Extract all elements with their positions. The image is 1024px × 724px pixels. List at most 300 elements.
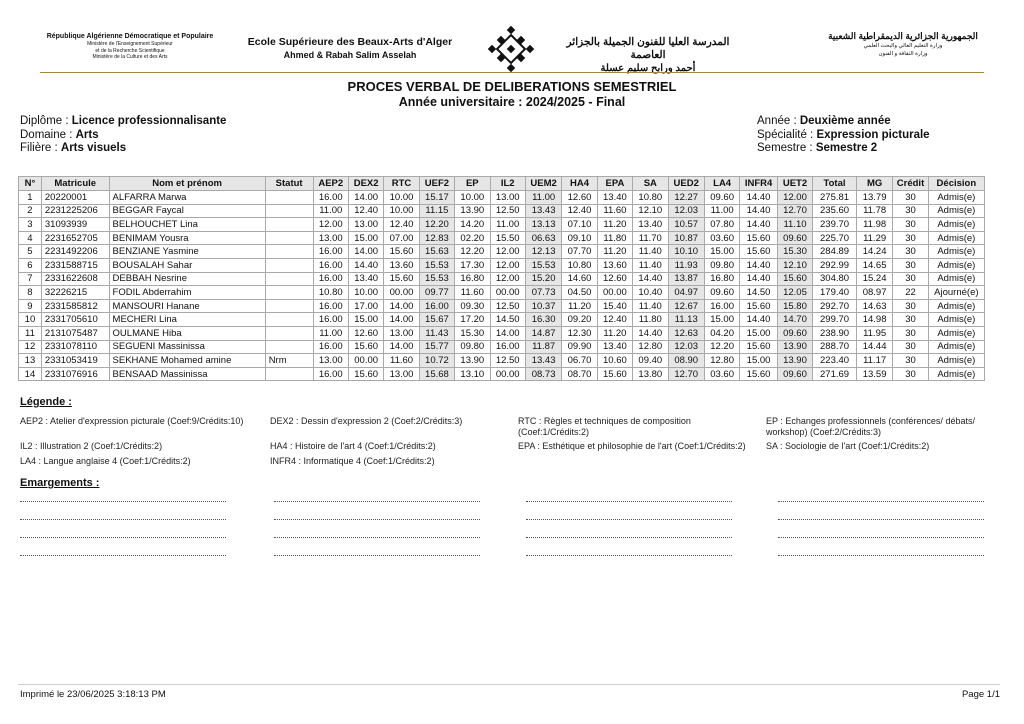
table-cell: 10.00 — [384, 204, 419, 218]
column-header: Matricule — [41, 177, 109, 191]
table-cell: 12.27 — [668, 191, 704, 205]
filiere-value: Arts visuels — [60, 142, 127, 154]
table-cell: 10.00 — [348, 286, 383, 300]
table-cell: 00.00 — [348, 354, 383, 368]
table-cell: 15.60 — [348, 340, 383, 354]
table-row — [19, 340, 985, 354]
table-cell: 16.30 — [525, 313, 561, 327]
table-cell: 10.80 — [562, 258, 597, 272]
column-header: Nom et prénom — [109, 177, 265, 191]
table-cell: 11.00 — [704, 204, 739, 218]
table-cell: 15.00 — [348, 313, 383, 327]
table-cell: 15.00 — [740, 354, 777, 368]
table-cell: 15.67 — [419, 313, 454, 327]
table-cell: 12.05 — [777, 286, 812, 300]
table-cell: 14.40 — [740, 258, 777, 272]
table-cell: 6 — [19, 258, 42, 272]
table-cell: 13.59 — [856, 367, 892, 381]
table-cell — [265, 258, 313, 272]
table-cell: 30 — [893, 272, 928, 286]
table-cell: 2331588715 — [41, 258, 109, 272]
legend-rtc-coef: (Coef:1/Crédits:2) — [518, 427, 590, 437]
table-cell: 15.60 — [740, 245, 777, 259]
column-header: INFR4 — [740, 177, 777, 191]
table-cell: 11.78 — [856, 204, 892, 218]
table-cell: FODIL Abderrahim — [109, 286, 265, 300]
column-header: LA4 — [704, 177, 739, 191]
table-cell: 07.70 — [562, 245, 597, 259]
table-header — [19, 177, 985, 191]
signature-line — [526, 519, 732, 520]
legend-aep2: AEP2 : Atelier d'expression picturale (Coef:9/Crédits:10) — [20, 416, 244, 426]
table-cell: 14.40 — [633, 326, 668, 340]
table-cell: 14.20 — [455, 218, 490, 232]
table-cell — [265, 299, 313, 313]
table-cell: 22 — [893, 286, 928, 300]
table-cell: 14.65 — [856, 258, 892, 272]
table-cell: 304.80 — [813, 272, 857, 286]
table-cell: 10.57 — [668, 218, 704, 232]
table-cell: 13.13 — [525, 218, 561, 232]
domaine-label: Domaine : — [20, 128, 76, 141]
table-cell: MANSOURI Hanane — [109, 299, 265, 313]
table-cell: 16.00 — [313, 299, 348, 313]
table-cell: 11.60 — [597, 204, 632, 218]
school-name-ar — [548, 36, 748, 75]
table-cell: 16.00 — [313, 245, 348, 259]
table-cell: Admis(e) — [928, 340, 984, 354]
table-cell: ALFARRA Marwa — [109, 191, 265, 205]
table-cell: 15.68 — [419, 367, 454, 381]
table-cell: Admis(e) — [928, 272, 984, 286]
table-cell: 14.40 — [740, 218, 777, 232]
table-cell: 16.00 — [313, 258, 348, 272]
ministry-ar-line-2: وزارة الثقافة و الفنون — [878, 51, 928, 57]
table-cell: 02.20 — [455, 231, 490, 245]
table-cell: SEGUENI Massinissa — [109, 340, 265, 354]
table-cell: 10.10 — [668, 245, 704, 259]
table-cell: 15.53 — [419, 258, 454, 272]
table-header-row — [19, 177, 985, 191]
table-cell: 15.00 — [740, 326, 777, 340]
table-cell: 14.40 — [633, 272, 668, 286]
table-cell: 12.60 — [562, 191, 597, 205]
table-cell: 00.00 — [597, 286, 632, 300]
table-cell: 08.97 — [856, 286, 892, 300]
table-cell: 15.24 — [856, 272, 892, 286]
table-body — [19, 191, 985, 381]
table-cell: 30 — [893, 340, 928, 354]
table-cell: DEBBAH Nesrine — [109, 272, 265, 286]
table-cell: 12.40 — [384, 218, 419, 232]
table-cell: 04.50 — [562, 286, 597, 300]
table-cell: 15.80 — [777, 299, 812, 313]
specialite-value: Expression picturale — [816, 128, 930, 141]
table-cell: Admis(e) — [928, 245, 984, 259]
table-cell: 11.40 — [633, 258, 668, 272]
table-cell: 08.90 — [668, 354, 704, 368]
table-cell: 30 — [893, 245, 928, 259]
table-cell: 284.89 — [813, 245, 857, 259]
table-cell: 09.60 — [777, 326, 812, 340]
table-cell: 11.10 — [777, 218, 812, 232]
print-timestamp: Imprimé le 23/06/2025 3:18:13 PM — [20, 689, 166, 700]
table-cell: 11.80 — [633, 313, 668, 327]
table-cell: 14.70 — [777, 313, 812, 327]
table-cell: 12.50 — [490, 299, 525, 313]
table-cell: 30 — [893, 218, 928, 232]
table-cell — [265, 286, 313, 300]
table-cell: 2231492206 — [41, 245, 109, 259]
column-header: Total — [813, 177, 857, 191]
table-cell: 13.00 — [313, 231, 348, 245]
table-row — [19, 326, 985, 340]
table-cell: 223.40 — [813, 354, 857, 368]
table-cell: 13.00 — [490, 191, 525, 205]
table-cell: 11.20 — [562, 299, 597, 313]
column-header: UET2 — [777, 177, 812, 191]
table-cell: 16.80 — [455, 272, 490, 286]
table-cell: 11.17 — [856, 354, 892, 368]
table-cell: 13.60 — [384, 258, 419, 272]
table-cell: 30 — [893, 313, 928, 327]
table-cell: 2131075487 — [41, 326, 109, 340]
table-cell: 15.60 — [777, 272, 812, 286]
table-cell: 14.00 — [348, 191, 383, 205]
table-cell: 11.93 — [668, 258, 704, 272]
table-cell: Nrm — [265, 354, 313, 368]
diplome-label: Diplôme : — [20, 115, 72, 127]
table-cell: 11.40 — [633, 245, 668, 259]
emargements-title: Emargements : — [20, 477, 100, 489]
table-cell: 11.29 — [856, 231, 892, 245]
table-cell: 10.00 — [455, 191, 490, 205]
title-academic-year: Année universitaire : 2024/2025 - Final — [398, 95, 626, 109]
column-header: MG — [856, 177, 892, 191]
table-cell: 14.60 — [562, 272, 597, 286]
table-cell: 14 — [19, 367, 42, 381]
table-cell: 11.43 — [419, 326, 454, 340]
column-header: UED2 — [668, 177, 704, 191]
table-cell: 11.87 — [525, 340, 561, 354]
table-cell: 14.98 — [856, 313, 892, 327]
table-cell: 11 — [19, 326, 42, 340]
ministry-line-3: Ministère de la Culture et des Arts — [92, 54, 168, 60]
table-cell: 12.10 — [633, 204, 668, 218]
signature-line — [778, 537, 984, 538]
table-cell: 09.80 — [455, 340, 490, 354]
table-cell: 13.40 — [597, 340, 632, 354]
table-cell: 15.30 — [777, 245, 812, 259]
table-cell — [265, 191, 313, 205]
table-cell: 15.00 — [704, 245, 739, 259]
legend-ep: EP : Echanges professionnels (conférences/ débats/ — [766, 416, 975, 426]
table-cell: 15.53 — [525, 258, 561, 272]
table-cell: Ajourné(e) — [928, 286, 984, 300]
table-cell: 16.00 — [313, 313, 348, 327]
table-cell: 14.00 — [384, 313, 419, 327]
table-cell: 15.20 — [525, 272, 561, 286]
table-cell: 11.80 — [597, 231, 632, 245]
table-row — [19, 354, 985, 368]
table-cell: 12.67 — [668, 299, 704, 313]
table-cell: 11.00 — [313, 326, 348, 340]
table-cell: 15.60 — [740, 231, 777, 245]
legend-la4: LA4 : Langue anglaise 4 (Coef:1/Crédits:2) — [20, 456, 191, 466]
table-cell: 15.77 — [419, 340, 454, 354]
table-cell: 09.60 — [704, 286, 739, 300]
table-cell: 12.20 — [704, 340, 739, 354]
table-cell: 12.00 — [490, 272, 525, 286]
table-cell: 14.40 — [740, 204, 777, 218]
table-cell: 14.00 — [384, 299, 419, 313]
table-cell: 16.00 — [313, 367, 348, 381]
table-cell: 15.60 — [348, 367, 383, 381]
table-cell: 2331078110 — [41, 340, 109, 354]
semestre-row — [757, 142, 930, 156]
table-cell: 09.40 — [633, 354, 668, 368]
table-cell: 12.70 — [668, 367, 704, 381]
table-cell: 13.00 — [384, 367, 419, 381]
table-cell: BOUSALAH Sahar — [109, 258, 265, 272]
table-cell: 14.40 — [740, 313, 777, 327]
table-cell: 2331053419 — [41, 354, 109, 368]
column-header: RTC — [384, 177, 419, 191]
republic-name: République Algérienne Démocratique et Populaire — [46, 33, 214, 40]
table-cell: 14.40 — [740, 272, 777, 286]
table-cell: 11.00 — [525, 191, 561, 205]
table-cell: 239.70 — [813, 218, 857, 232]
signature-line — [274, 501, 480, 502]
annee-row — [757, 115, 930, 129]
table-row — [19, 299, 985, 313]
column-header: N° — [19, 177, 42, 191]
table-row — [19, 191, 985, 205]
table-cell: 11.00 — [490, 218, 525, 232]
table-cell: 11.15 — [419, 204, 454, 218]
column-header: EPA — [597, 177, 632, 191]
table-cell: 30 — [893, 367, 928, 381]
table-cell: 13.40 — [348, 272, 383, 286]
table-cell: 14.87 — [525, 326, 561, 340]
table-cell: 179.40 — [813, 286, 857, 300]
table-cell: 2231652705 — [41, 231, 109, 245]
deliberation-table — [18, 176, 985, 381]
table-cell: 13.90 — [455, 204, 490, 218]
table-cell: 15.60 — [597, 367, 632, 381]
annee-value: Deuxième année — [799, 115, 891, 127]
table-cell: 288.70 — [813, 340, 857, 354]
table-cell: 12.63 — [668, 326, 704, 340]
signature-line — [778, 501, 984, 502]
table-cell: BELHOUCHET Lina — [109, 218, 265, 232]
table-cell: Admis(e) — [928, 313, 984, 327]
table-cell: 11.20 — [597, 326, 632, 340]
title-main: PROCES VERBAL DE DELIBERATIONS SEMESTRIEL — [347, 79, 677, 94]
specialite-row — [757, 129, 930, 143]
table-cell: 17.00 — [348, 299, 383, 313]
document-title — [0, 79, 1024, 110]
school-name-fr-line1: Ecole Supérieure des Beaux-Arts d'Alger — [247, 36, 453, 48]
signature-line — [20, 519, 226, 520]
legend-rtc: RTC : Règles et techniques de composition — [518, 416, 691, 426]
table-cell: 10.40 — [633, 286, 668, 300]
table-cell: 09.10 — [562, 231, 597, 245]
column-header: UEM2 — [525, 177, 561, 191]
table-cell: 30 — [893, 258, 928, 272]
table-cell: 30 — [893, 204, 928, 218]
table-cell: 8 — [19, 286, 42, 300]
table-cell: 07.73 — [525, 286, 561, 300]
table-cell: 08.73 — [525, 367, 561, 381]
table-cell: 11.60 — [384, 354, 419, 368]
table-row — [19, 367, 985, 381]
table-cell: 14.00 — [490, 326, 525, 340]
program-info — [20, 115, 226, 156]
table-cell — [265, 231, 313, 245]
table-cell: 13.00 — [313, 354, 348, 368]
table-cell: 13.79 — [856, 191, 892, 205]
ministry-line-1: Ministère de l'Enseignement Supérieur — [87, 41, 173, 47]
table-cell: 15.60 — [740, 299, 777, 313]
table-cell: 12.00 — [313, 218, 348, 232]
table-cell: OULMANE Hiba — [109, 326, 265, 340]
table-cell: 13.80 — [633, 367, 668, 381]
table-cell: 13.00 — [348, 218, 383, 232]
table-cell: 275.81 — [813, 191, 857, 205]
table-cell: 12.00 — [777, 191, 812, 205]
republic-header-fr — [40, 32, 220, 61]
table-cell: 12.00 — [490, 245, 525, 259]
table-cell: 15.63 — [419, 245, 454, 259]
table-cell: 12.50 — [490, 204, 525, 218]
table-cell: 10.87 — [668, 231, 704, 245]
table-cell: 13.10 — [455, 367, 490, 381]
table-cell: 10.80 — [313, 286, 348, 300]
table-row — [19, 218, 985, 232]
domaine-row — [20, 129, 226, 143]
table-cell: 12.80 — [704, 354, 739, 368]
legend-title: Légende : — [20, 396, 72, 408]
table-row — [19, 258, 985, 272]
table-cell: 11.40 — [633, 299, 668, 313]
table-cell: 14.63 — [856, 299, 892, 313]
column-header: Statut — [265, 177, 313, 191]
table-cell: 7 — [19, 272, 42, 286]
table-cell: 12.30 — [562, 326, 597, 340]
table-cell: 14.50 — [490, 313, 525, 327]
table-cell: 2331705610 — [41, 313, 109, 327]
table-cell: 12.80 — [633, 340, 668, 354]
table-cell: 09.60 — [777, 231, 812, 245]
table-cell: 13.87 — [668, 272, 704, 286]
table-cell: 17.30 — [455, 258, 490, 272]
table-cell: 13.00 — [384, 326, 419, 340]
table-cell: 13.43 — [525, 354, 561, 368]
signature-line — [274, 537, 480, 538]
table-cell: 4 — [19, 231, 42, 245]
table-cell: 10.60 — [597, 354, 632, 368]
table-cell: 12.13 — [525, 245, 561, 259]
column-header: Décision — [928, 177, 984, 191]
ministry-line-2: et de la Recherche Scientifique — [95, 47, 165, 54]
signature-line — [778, 555, 984, 556]
table-cell: 2231225206 — [41, 204, 109, 218]
table-cell: 16.00 — [490, 340, 525, 354]
table-cell: 30 — [893, 354, 928, 368]
legend-ep-coef: workshop) (Coef:2/Crédits:3) — [766, 427, 882, 437]
column-header: Crédit — [893, 177, 928, 191]
table-cell: 12.60 — [348, 326, 383, 340]
table-cell: Admis(e) — [928, 326, 984, 340]
signature-line — [526, 555, 732, 556]
column-header: AEP2 — [313, 177, 348, 191]
table-cell: 11.20 — [597, 218, 632, 232]
table-cell: 13.43 — [525, 204, 561, 218]
table-cell: 15.60 — [740, 367, 777, 381]
legend-il2: IL2 : Illustration 2 (Coef:1/Crédits:2) — [20, 441, 163, 451]
table-cell: 15.50 — [490, 231, 525, 245]
table-row — [19, 245, 985, 259]
table-cell: 11.70 — [633, 231, 668, 245]
table-cell: 07.10 — [562, 218, 597, 232]
table-cell: 12.70 — [777, 204, 812, 218]
table-cell: 04.97 — [668, 286, 704, 300]
table-cell: 14.40 — [348, 258, 383, 272]
table-cell: Admis(e) — [928, 367, 984, 381]
table-cell: 11.60 — [455, 286, 490, 300]
table-cell: 12.83 — [419, 231, 454, 245]
table-cell: 12.00 — [490, 258, 525, 272]
table-cell: BENIMAM Yousra — [109, 231, 265, 245]
table-cell: 07.80 — [704, 218, 739, 232]
annee-label: Année : — [757, 115, 800, 127]
page-number: Page 1/1 — [961, 689, 1000, 700]
table-cell: 12.50 — [490, 354, 525, 368]
table-cell: 11.20 — [597, 245, 632, 259]
table-cell: 03.60 — [704, 367, 739, 381]
table-cell: 292.99 — [813, 258, 857, 272]
table-cell: 09.60 — [704, 191, 739, 205]
table-cell: 12.20 — [419, 218, 454, 232]
table-cell: 10.00 — [384, 191, 419, 205]
filiere-row — [20, 142, 226, 156]
table-cell: 00.00 — [490, 286, 525, 300]
table-cell: 225.70 — [813, 231, 857, 245]
table-cell — [265, 313, 313, 327]
table-row — [19, 204, 985, 218]
legend-sa: SA : Sociologie de l'art (Coef:1/Crédits:2) — [766, 441, 930, 451]
school-name-fr — [240, 36, 460, 61]
table-cell: Admis(e) — [928, 231, 984, 245]
table-cell — [265, 245, 313, 259]
table-cell: 2331585812 — [41, 299, 109, 313]
republic-name-ar: الجمهورية الجزائرية الديمقراطية الشعبية — [828, 31, 978, 41]
table-cell: 238.90 — [813, 326, 857, 340]
column-header: SA — [633, 177, 668, 191]
table-cell: 09.60 — [777, 367, 812, 381]
table-cell: 16.00 — [313, 191, 348, 205]
table-cell: 13.60 — [597, 258, 632, 272]
semestre-value: Semestre 2 — [815, 142, 878, 154]
school-name-fr-line2: Ahmed & Rabah Salim Asselah — [283, 50, 417, 60]
table-row — [19, 313, 985, 327]
table-cell: Admis(e) — [928, 299, 984, 313]
column-header: EP — [455, 177, 490, 191]
table-cell: 09.77 — [419, 286, 454, 300]
table-cell: 15.60 — [384, 245, 419, 259]
legend-epa: EPA : Esthétique et philosophie de l'art (Coef:1/Crédits:2) — [518, 441, 746, 451]
